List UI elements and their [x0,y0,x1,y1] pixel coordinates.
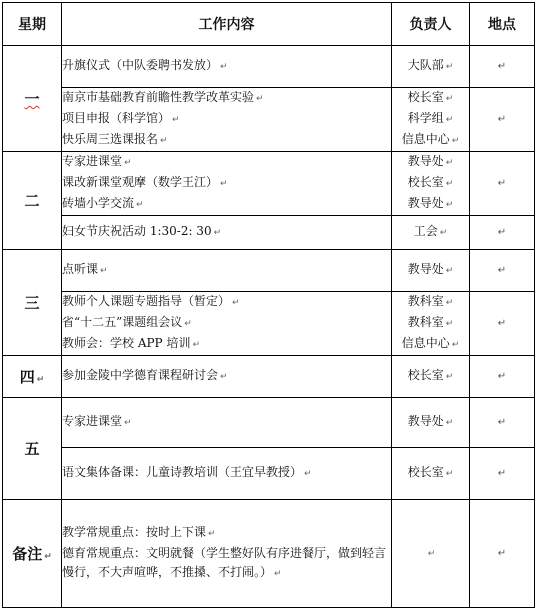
paragraph-mark-icon: ↵ [274,569,282,579]
paragraph-mark-icon: ↵ [213,228,222,238]
place-cell [470,88,535,152]
paragraph-mark-icon: ↵ [184,319,192,329]
content-line: 专家进课堂 ↵ [62,154,132,168]
notes-label-cell [3,500,62,608]
paragraph-mark-icon: ↵ [124,158,132,168]
owner-cell [392,398,470,448]
paragraph-mark-icon: ↵ [100,266,108,276]
owner-label: 教导处 [407,262,444,276]
day-label: 一 [24,90,40,108]
paragraph-mark-icon: ↵ [445,179,454,189]
content-line: 专家进课堂 ↵ [62,414,132,428]
owner-cell [392,250,470,292]
table-row [3,88,535,152]
place-cell [470,292,535,356]
paragraph-mark-icon: ↵ [427,549,436,559]
content-cell [62,216,392,250]
owner-label: 校长室 [407,175,444,189]
place-cell [470,500,535,608]
content-line: 快乐周三选课报名 ↵ [62,132,168,146]
paragraph-mark-icon: ↵ [445,418,454,428]
table-row [3,216,535,250]
paragraph-mark-icon: ↵ [497,114,507,125]
content-line: 教师会：学校 APP 培训 ↵ [62,336,200,350]
owner-cell [392,152,470,216]
paragraph-mark-icon: ↵ [497,178,507,189]
content-line: 语文集体备课：儿童诗教培训（王宜早教授） ↵ [62,465,312,479]
header-place: 地点 [470,3,535,46]
table-row [3,152,535,216]
place-cell [470,250,535,292]
table-row [3,250,535,292]
header-row [3,3,535,46]
paragraph-mark-icon: ↵ [497,61,507,72]
content-line: 课改新课堂观摩（数学王江） ↵ [62,175,228,189]
paragraph-mark-icon: ↵ [497,371,507,382]
paragraph-mark-icon: ↵ [220,372,228,382]
header-content: 工作内容 [62,3,392,46]
owner-label: 信息中心 [401,132,450,146]
paragraph-mark-icon: ↵ [445,158,454,168]
paragraph-mark-icon: ↵ [172,115,180,125]
content-line: 项目申报（科学馆） ↵ [62,111,180,125]
owner-label: 教导处 [407,196,444,210]
owner-cell [392,448,470,500]
notes-content-cell [62,500,392,608]
table-row [3,398,535,448]
place-cell [470,398,535,448]
notes-line: 教学常规重点：按时上下课 ↵ [62,525,216,539]
owner-label: 教科室 [407,294,444,308]
owner-cell [392,356,470,398]
day-cell-tue [3,152,62,250]
paragraph-mark-icon: ↵ [208,529,216,539]
owner-label: 信息中心 [401,336,450,350]
owner-cell [392,500,470,608]
place-cell [470,152,535,216]
paragraph-mark-icon: ↵ [192,340,200,350]
owner-label: 科学组 [407,111,444,125]
paragraph-mark-icon: ↵ [445,200,454,210]
paragraph-mark-icon: ↵ [445,372,454,382]
content-cell [62,250,392,292]
content-line: 升旗仪式（中队委聘书发放） ↵ [62,58,228,72]
owner-label: 教导处 [407,414,444,428]
paragraph-mark-icon: ↵ [439,228,448,238]
paragraph-mark-icon: ↵ [497,468,507,479]
content-line: 省“十二五”课题组会议 ↵ [62,315,192,329]
content-cell [62,88,392,152]
schedule-table [2,2,535,608]
paragraph-mark-icon: ↵ [160,136,168,146]
paragraph-mark-icon: ↵ [136,200,144,210]
place-cell [470,216,535,250]
content-line: 妇女节庆祝活动 1:30-2: 30 ↵ [62,224,222,238]
owner-label: 工会 [413,224,438,238]
day-label: 三 [24,294,40,312]
content-line: 教师个人课题专题指导（暂定） ↵ [62,294,240,308]
content-cell [62,356,392,398]
day-cell-thu [3,356,62,398]
owner-label: 校长室 [407,368,444,382]
content-cell [62,398,392,448]
day-label: 四 [19,368,35,386]
table-row [3,292,535,356]
paragraph-mark-icon: ↵ [497,318,507,329]
paragraph-mark-icon: ↵ [497,548,507,559]
place-cell [470,356,535,398]
paragraph-mark-icon: ↵ [497,265,507,276]
owner-label: 大队部 [407,58,444,72]
paragraph-mark-icon: ↵ [304,469,312,479]
paragraph-mark-icon: ↵ [445,115,454,125]
day-cell-mon [3,46,62,152]
owner-cell [392,292,470,356]
owner-label: 教科室 [407,315,444,329]
content-line: 参加金陵中学德育课程研讨会 ↵ [62,368,228,382]
content-cell [62,292,392,356]
content-line: 砖墙小学交流 ↵ [62,196,144,210]
paragraph-mark-icon: ↵ [44,552,52,562]
paragraph-mark-icon: ↵ [445,469,454,479]
paragraph-mark-icon: ↵ [445,266,454,276]
day-label: 二 [24,192,40,210]
owner-label: 教导处 [407,154,444,168]
paragraph-mark-icon: ↵ [497,417,507,428]
content-cell [62,46,392,88]
paragraph-mark-icon: ↵ [36,375,45,385]
day-cell-fri [3,398,62,500]
table-row [3,356,535,398]
table-row [3,448,535,500]
content-cell [62,448,392,500]
header-owner: 负责人 [392,3,470,46]
paragraph-mark-icon: ↵ [445,319,454,329]
day-cell-wed [3,250,62,356]
day-label: 五 [24,440,40,458]
paragraph-mark-icon: ↵ [220,62,228,72]
header-day: 星期 [3,3,62,46]
table-row [3,46,535,88]
owner-cell [392,216,470,250]
owner-label: 校长室 [407,465,444,479]
notes-line: 德育常规重点：文明就餐（学生整好队有序进餐厅，做到轻言慢行，不大声喧哗，不推搡、不打闹。） ↵ [62,546,387,579]
content-cell [62,152,392,216]
paragraph-mark-icon: ↵ [124,418,132,428]
paragraph-mark-icon: ↵ [445,62,454,72]
owner-cell [392,46,470,88]
paragraph-mark-icon: ↵ [451,340,460,350]
place-cell [470,46,535,88]
paragraph-mark-icon: ↵ [445,94,454,104]
notes-row [3,500,535,608]
paragraph-mark-icon: ↵ [256,94,264,104]
paragraph-mark-icon: ↵ [451,136,460,146]
owner-cell [392,88,470,152]
paragraph-mark-icon: ↵ [232,298,240,308]
content-line: 点听课 ↵ [62,262,108,276]
paragraph-mark-icon: ↵ [497,227,507,238]
owner-label: 校长室 [407,90,444,104]
paragraph-mark-icon: ↵ [220,179,228,189]
place-cell [470,448,535,500]
content-line: 南京市基础教育前瞻性教学改革实验 ↵ [62,90,264,104]
notes-label: 备注 [12,545,43,563]
paragraph-mark-icon: ↵ [445,298,454,308]
